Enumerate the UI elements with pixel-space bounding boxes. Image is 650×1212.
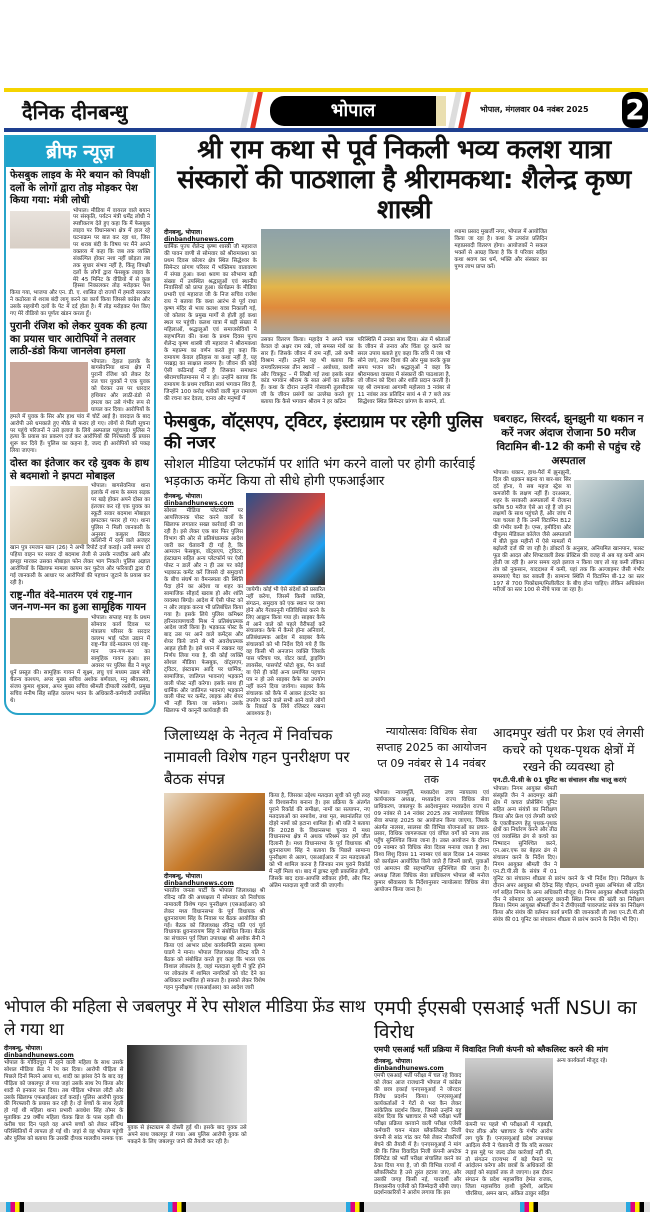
voterlist-headline: जिलाध्यक्ष के नेतृत्व में निर्वाचक नामावली विशेष गहन पुनरीक्षण पर बैठक संपन्न [164,726,350,788]
story-body-continued: अन्य कार्यकर्ता मौजूद रहे। [556,1058,608,1064]
lead-col1 [164,229,257,408]
victim-illustration-photo [127,1045,246,1123]
snatching-illustration [10,486,88,544]
registration-mark [520,1202,538,1212]
rape-col1 [4,1045,123,1146]
story-body: भोपाल। बागसेवनिया थाना इलाके में शाम के समय सड़क पर खड़े होकर अपने दोस्त का इंतजार कर रहे एक युवक का स्कूटी सवार बदमाश मोबाइल झपटकर फरार हो गए। थाना पुलिस ने मिली जानकारी के अनुसार कबूतर खिरार कॉलोनी में रहने वाले अजहर खान पुत्र रमजान खान (26) ने अभी रिपोर्ट दर्ज कराई। उसी समय दो पहिया वाहन पर सवार दो बदमाश तेजी से उसके नजदीक आये और झपट्टा मारकर उसका मोबाइल फोन लेकर भाग निकले। पुलिस अज्ञात आरोपियों के खिलाफ मामला कायम कर फुटेज और फरियादी द्वारा दी गई जानकारी के आधार पर आरोपियों की पहचान जुटाने के प्रयास कर रही है। [10,483,150,586]
dateline: दीनबन्धु, भोपाल। [164,493,203,500]
dateline: दीनबन्धु, भोपाल। [164,229,203,236]
legal-headline: न्यायोत्सवः विधिक सेवा सप्ताह 2025 का आयोजन प्त 09 नवंबर से 14 नवंबर तक [376,725,487,786]
story-body-continued: उसका वितरण किया। महादेव ने अपने पास केवल दो अक्षर राम रखे, जो समस्त मंत्रों का सार हैं। जिसके जीवन में राम नहीं, उसे कभी विश्राम नहीं। उन्होंने यह भी बताया कि रामचरितमानस तीन स्थानों – अयोध्या, काशी और चित्रकूट – में लिखी गई तथा इसके सात कांड भगवान श्रीराम के सात अंगों का प्रतीक हैं। कथा के दौरान उन्होंने गोस्वामी तुलसीदास जी के जीवन प्रसंगों का उल्लेख करते हुए बताया कि कैसे भगवान श्रीराम ने हर कठिन [260,337,354,406]
registration-mark [6,1202,24,1212]
story-body: भोपाल। मीडिया में वायरल वाले बयान पर संस्कृति, पर्यटन मंत्री धर्मेंद्र लोधी ने स्पष्टीकरण देते हुए कहा कि मैं फेसबुक लाइव पर विधानसभा क्षेत्र में हाल रहे घटनाक्रम पर बात कर रहा था, जिस पर शराब बंदी के विषय पर मैंने अपने वक्तव्य में कहा कि जब तक व्यक्ति संकल्पित होकर नशा नहीं छोड़ता तब तक सुधार संभव नहीं है, किंतु विपक्षी दलों के लोगों द्वारा फेसबुक लाइव के मेरे 45 मिनिट के वीडियो में से कुछ हिस्सा निकालकर तोड़ मरोड़कर पेश किया गया, भाजपा और एन. डी. ए. शासित दो राज्यों में हमारी सरकार ने कठोरता से शराब बंदी लागू करने का कार्य किया जिससे कांग्रेस और उसके सहयोगी दलों के पेट में दर्द होता है। मैं तोड़ मरोड़कर पेश किए गए मेरे वीडियो का पूर्णतः खंडन करता हूँ। [10,207,150,318]
page-grid [4,135,650,1198]
lead-headline: श्री राम कथा से पूर्व निकली भव्य कलश यात्रा संस्कारों की पाठशाला है श्रीरामकथा: शैलेन्द्र कृष्ण शास्त्री [177,135,631,225]
hospital-photo [574,480,644,538]
nsui-headline: एमपी ईएसबी एसआई भर्ती NSUI का विरोध [374,997,637,1043]
story-headline: फेसबुक लाइव के मेरे बयान को विपक्षी दलों के लोगों द्वारा तोड़ मोड़कर पेश किया गया: मंत्री लोधी [10,170,150,206]
social-subheadline: सोशल मीडिया प्लेटफॉर्म पर शांति भंग करने वालो पर होगी कार्रवाई भड़काऊ कमेंट किया तो सीधे होगी एफआईआर [164,457,476,489]
story-body-continued [328,493,407,720]
website-link[interactable]: dinbandhunews.com [374,1065,444,1072]
injured-victim-photo [10,362,88,412]
landfill-inspection-photo [560,794,644,868]
rape-col2 [127,1045,246,1146]
brief-story [10,590,150,705]
rape-headline: भोपाल की महिला से जबलपुर में रेप सोशल मीडिया फ्रेंड साथ ले गया था [4,997,366,1040]
rape-columns [4,1045,370,1146]
dateline: दीनबन्धु, भोपाल। [374,1058,413,1065]
story-body: भोपाल के गोविंदपुरा में रहने वाली महिला के साथ उसके सोशल मीडिया फ्रेंड ने रेप कर दिया। आरोपी पीड़िता से पिछले दिनों मिलने आया था, शादी का झांसा देने के बाद वह पीड़िता को जबलपुर ले गया जहां उसके साथ रेप किया और शादी से इनकार कर दिया। तब पीड़िता भोपाल लौटी और उसके खिलाफ एफआईआर दर्ज कराई। पुलिस आरोपी युवक की गिरफ्तारी के प्रयास कर रही है। दो बच्चों के साथ रहती हो गई थी महिला थाना प्रभारी अवधेश सिंह तोमर के मुताबिक 29 वर्षीय महिला चेतक ब्रिज के पास रहती थी। करीब चार दिन पहले वह अपने बच्चों को लेकर संदिग्ध परिस्थितियों में लापता हो गई थी। जहां से वह भोपाल पहुंची और पुलिस को बताया कि उसकी दीपक मालवीय नामक एक [4,1060,124,1142]
story-body: भोपाल। निगम आयुक्त श्रीमती संस्कृति जैन ने आदमपुर खंती क्षेत्र में कचरा प्रोसेसिंग यूनिट सहित अन्य संयंत्रों का निरीक्षण किया और फ्रेश एवं लेगसी कचरे के एकत्रीकरण हेतु पृथक-पृथक क्षेत्रों का निर्धारण करने और तीव्र एवं व्यवस्थित ढंग से कचरे का निष्पादन सुनिश्चित करने, एन.आर.एफ का बेहतर ढंग से संचालन करने के निर्देश दिए। निगम आयुक्त श्रीमती जैन ने एन.टी.पी.सी के संयंत्र में 01 यूनिट का संचालन शीघ्रता से प्रारंभ करने के भी निर्देश दिए। निरीक्षण के दौरान अपर आयुक्त श्री देवेन्द्र सिंह चौहान, प्रभारी मुख्य अभियंता श्री उदित गर्ग सहित निगम के अन्य अधिकारी मौजूद थे। निगम आयुक्त श्रीमती संस्कृति जैन ने सोमवार को आदमपुर छावनी स्थित निगम की खंती का निरीक्षण किया। निगम आयुक्त श्रीमती जैन ने टीपीएसडी पावरप्लांट संयंत्र का निरीक्षण किया और संयंत्र की वर्तमान कार्य प्रगति की जानकारी ली तथा एन.टी.पी.सी संयंत्र की 01 यूनिट का संचालन शीघ्रता से प्रारंभ कराने के निर्देश भी दिए। [493,786,644,924]
social-col1 [164,493,243,720]
registration-mark [626,1202,644,1212]
story-body-continued: जायेगी। कोई भी ऐसे संदेशों को प्रसारित नहीं करेगा, जिसमें किसी व्यक्ति, संगठन, समुदाय को एक स्थान पर जमा होने और गैरकानूनी गतिविधियां करने के लिए आह्वान किया गया हो। साइबर कैफे में आने वाले को पहले वैरीफाई करें संचालक। कैफे में कैमरे होना अनिवार्य, प्रतिबंधात्मक आदेश में साइबर कैफे संचालकों को भी निर्देश दिये गये हैं कि वह किसी भी अनजान व्यक्ति जिसके पास परिचय पत्र, वोटर कार्ड, ड्राइविंग लायसेंस, पासपोर्ट फोटो बुक, पैन कार्ड या ऐसे ही कोई अन्य प्रमाणित पहचान पत्र न हो उसे साइबर कैफे का उपयोग नहीं करने दिया जायेगा। साइबर कैफे संचालक को कैफे में आकर इंटरनेट का उपयोग करने वाले सभी आने वाले लोगों के रिकार्ड के लिये रजिस्टर रखना आवश्यक है। [246,587,325,718]
website-link[interactable]: dinbandhunews.com [164,500,234,507]
story-body: भोपाल। देहात इलाके के बागसेवनिया थाना क्षेत्र में पुरानी रंजिश को लेकर देर रात चार युवकों ने एक युवक को घेरकर उस पर धारदार हथियार और लाठी-डंडो से हमला कर उसे गंभीर रूप से घायल कर दिया। आरोपियों के हमले में युवक के सिर और हाथ पांव में चोटें आई है। वारदात के बाद आरोपी उसे धमकाते हुए मौके से फरार हो गए। लोगों से मिली सूचना पर पहुंचे परिजनों ने उसे इलाज के लिये अस्पताल पहुंचाया। पुलिस ने हत्या के प्रयास का प्रकरण दर्ज कर आरोपियों की गिरफ्तारी के प्रयास शुरू कर दिये हैं। पुलिस का कहना है, जल्द ही आरोपियों को पकड़ लिया जाएगा। [10,358,150,455]
brief-story [10,170,150,318]
story-body: भोपाल। सप्ताह माह के प्रथम सोमवार कार्य दिवस पर मंत्रालय परिसर के सरदार वल्लभ भाई पटेल उद्यान में राष्ट्र-गीत वंदे-मातरम एवं राष्ट्र-गान जन-गण-मन का सामूहिक गायन हुआ। इस अवसर पर पुलिस बैंड ने मधुर धुनें प्रस्तुत की। सामूहिक गायन में सूक्ष्म, लघु एवं मध्यम उद्यम मंत्री चैतन्य काश्यप, अपर मुख्य सचिव अशोक बर्णवाल, मनु श्रीवास्तव, संजय कुमार शुक्ला, अपर मुख्य सचिव श्रीमती दीपाली रस्तोगी, प्रमुख सचिव मनीष सिंह सहित वल्लभ भवन के अधिकारी-कर्मचारी उपस्थित थे। [10,614,150,704]
nsui-col2 [465,1058,552,1198]
dateline: दीनबन्धु, भोपाल। [4,1045,43,1052]
brief-story [10,458,150,587]
section-label: भोपाल [270,96,436,126]
website-link[interactable]: dinbandhunews.com [4,1052,74,1059]
story-body: एमपी एसआई भर्ती परीक्षा में चल रहे विवाद को लेकर आज राजधानी भोपाल में कांग्रेस की छात्र इकाई एनएसयूआई ने जोरदार विरोध प्रदर्शन किया। एनएसयूआई कार्यकर्ताओं ने गेटों से भरा कैन लेकर सांकेतिक प्रदर्शन किया, जिससे उन्होंने यह संदेश दिया कि भ्रष्टाचार से भरी परीक्षा भर्ती परीक्षा प्रक्रिया करवाने वाली परीक्षा एजेंसी कर्मचारी चयन मंडल ब्लैकलिस्टेड निजी कंपनी से सांठ गांठ कर पैसे लेकर नौकरियाँ बेचने की तैयारी में है। एनएसयूआई ने मांग की कि जिस विवादित निजी कंपनी अपटेक लिमिटेड को भर्ती परीक्षा संचालित करने का ठेका दिया गया है, जो की विभिन्न राज्यों में ब्लैकलिस्टेड है उसे तुरंत हटाया जाए, और उसकी जगह किसी नई, पारदर्शी और विश्वसनीय एजेंसी को जिम्मेदारी सौंपी जाए। प्रदर्शनकारियों ने आरोप लगाया कि इस [374,1073,462,1197]
brief-story [10,321,150,455]
story-body: भोपाल। थकान, हाथ-पैरों में झुनझुनी, दिल की धड़कन बढ़ना या बार-बार सिर दर्द होना, ये सब महज स्ट्रेस या कमजोरी के लक्षण नहीं हैं। दरअसल, शहर के सरकारी अस्पतालों में रोजाना करीब 50 मरीज ऐसे आ रहे हैं जो इन लक्षणों के साथ पहुंचते हैं, और जांच में पता चलता है कि उनमें विटामिन B12 की गंभीर कमी है। एम्स, हमीदिया और पीपुल्स मेडिकल कॉलेज जैसे अस्पतालों में बीते कुछ महीनों में ऐसे मामलों में बढ़ोतरी दर्ज की जा रही है। डॉक्टरों के अनुसार, अनियमित खानपान, फास्ट फूड की आदत और शिफ्टवाली डेस्क प्रेक्टिस की वजह से अब यह कमी आम होती जा रही है। अगर समय रहते इलाज न किया जाए तो यह कमी तंत्रिका तंत्र को नुकसान, याददाश्त में कमी, यहां तक कि अल्जाइमर जैसी गंभीर समस्याएं पैदा कर सकती हैं। सामान्य स्थिति में विटामिन बी-12 का स्तर 197 से 700 पिकोग्राम/मिलीलीटर के बीच होना चाहिए। लेकिन अधिकांश मरीजों का स्तर 100 से नीचे पाया जा रहा है। [493,470,644,594]
story-body-continued: श्यामा प्रसाद मुखर्जी नगर, भोपाल में आयोजित किया जा रहा है। कथा के उपरांत प्रतिदिन महाप्रसादी वितरण होगा। आयोजकों ने सकल भक्तों से आग्रह किया है कि वे परिवार सहित कथा श्रवण कर धर्म, भक्ति और संस्कार का पुण्य लाभ प्राप्त करें। [454,229,548,270]
story-headline: पुरानी रंजिश को लेकर युवक की हत्या का प्रयास चार आरोपियों ने तलवार लाठी-डंडो किया जानलेवा हमला [10,321,148,357]
voterlist-story [164,724,370,992]
story-headline: दोस्त का इंतेजार कर रहे युवक के हाथ से बदमाशो ने झपटा मोबाइल [10,458,150,482]
story-body-continued: परिस्थिति में उनका साथ दिया। अंत में श्रोताओं के जीवन से तनाव और चिंता दूर करने का सरल उपाय बताते हुए कहा कि रात्रि में जब भी सोने जाएं, उत्तर दिशा की ओर मुख करके कुछ समय भजन करें। श्रद्धालुओं ने कहा कि श्रीरामकथा वास्तव में संस्कारों की पाठशाला है, जो जीवन को दिशा और शांति प्रदान करती है। यह श्री रामकथा आगामी महोत्सव 3 नवंबर से 11 नवंबर तक प्रतिदिन सायं 4 से 7 बजे तक सिद्धेश्वर स्थित सिमेन्टर प्रांगण के सामने, डॉ. [357,337,451,406]
voterlist-columns [164,793,370,992]
social-col2 [246,493,325,720]
registration-mark [168,1202,186,1212]
lead-under-photo [261,337,451,406]
anthem-event-photo [10,618,88,664]
header-blue-bar [4,128,648,132]
nsui-col1 [374,1058,461,1197]
website-link[interactable]: dinbandhunews.com [164,236,234,243]
bjp-meeting-photo [164,793,265,871]
minister-photo [10,211,70,286]
lead-photo-area [261,229,451,406]
adampur-story [493,724,644,924]
story-body-continued: किया है, जिसका उद्देश्य मतदाता सूची को पूरी तरह से विश्वसनीय बनाना है। इस प्रक्रिया के अंतर्गत पुराने रिकॉर्ड की समीक्षा, नामों का सत्यापन, नए मतदाताओं का समावेश, तथा मृत, स्थानांतरित एवं दोहरे नामों को हटाना शामिल है। श्री यति ने बताया कि 2028 के विधानसभा चुनाव में मध्य विधानसभा क्षेत्र में अथक परिश्रम कर हमें जीत दिलानी है। मध्य विधानसभा के पूर्व विधायक श्री ध्रुवनारायण सिंह ने बताया कि पिछले सामान्य पुनरीक्षण से अलग, एसआईआर में उन मतदाताओं को भी शामिल करना है जिनका नाम पुराने रिकॉर्ड में नहीं मिला था। बाद में ड्राफ्ट सूची प्रकाशित होगी, जिसके बाद दावा-आपत्ति स्वीकार होंगी, और फिर अंतिम मतदाता सूची जारी की जाएगी। [269,793,370,889]
print-registration-strip [0,1202,650,1212]
nsui-columns [374,1058,644,1198]
social-columns [164,493,489,720]
social-media-icons-photo [246,493,325,585]
rape-story [4,996,370,1146]
lead-story [164,229,644,408]
issue-date: भोपाल, मंगलवार 04 नवंबर 2025 [480,105,589,114]
website-link[interactable]: dinbandhunews.com [164,880,234,887]
nsui-story [374,996,644,1198]
story-headline: राष्ट्र-गीत वंदे-मातरम एवं राष्ट्र-गान जन-गण-मन का हुआ सामूहिक गायन [10,589,146,614]
page-number: 2 [622,92,648,128]
legal-story [374,724,489,894]
masthead [4,92,648,128]
voterlist-col1 [164,793,265,992]
brief-news-title: ब्रीफ न्यूज़ [6,137,154,167]
brief-news-column [4,135,156,715]
social-story [164,412,489,720]
social-headline: फेसबुक, वॉट्सएप, ट्विटर, इंस्टाग्राम पर रहेगी पुलिस की नजर [164,412,483,453]
kalash-yatra-photo [261,229,451,334]
story-body-continued: कंपनी पर पहले भी परीक्षाओं में गड़बड़ी, पेपर लीक और भ्रष्टाचार के गंभीर आरोप लग चुके हैं। एनएसयूआई प्रदेश उपाध्यक्ष आदित्य सैनी ने चेतावनी दी कि यदि सरकार ने इस मुद्दे पर जल्द ठोस कार्रवाई नहीं की, तो संगठन राज्यभर में बड़े पैमाने पर आंदोलन करेगा और छात्रों के अधिकारों की लड़ाई को सड़कों तक ले जाएगा। इस दौरान संगठन के प्रदेश महासचिव हेमंत राजक, जिला महासचिव हाशी कुरैशी, आदित्य चौरसिया, अमन खान, अंकित ठाकुर सहित [465,1122,553,1198]
health-story [493,412,644,594]
story-body-continued: युवक से इंस्टाग्राम से दोस्ती हुई थी। इसके बाद युवक उसे अपने साथ जबलपुर ले गया। अब पुलिस आरोपी युवक को पकड़ने के लिए जबलपुर जाने की तैयारी कर रही है। [127,1125,247,1145]
story-body: सोशल मीडिया प्लेटफॉर्म पर आपत्तिजनक पोस्ट करने वालों के खिलाफ लगातार सख्त कार्रवाई की जा रही है। इसे लेकर एक बार फिर पुलिस विभाग की ओर से प्रतिबंधात्मक आदेश जारी कर चेतावनी दी गई है, कि आमजन फेसबुक, वॉट्सएप, ट्विटर, इंस्टाग्राम सहित अन्य प्लेटफॉर्म पर ऐसी पोस्ट न डालें और न ही उस पर कोई भड़काऊ कमेंट करें जिससे दो समुदायों के बीच संघर्ष या वैमनस्यता की स्थिति पैदा होने का अंदेशा या शहर का सामाजिक सौहार्द खराब हो और शांति व्यवस्था बिगड़े। आदेश में ऐसी पोस्ट को न और लाइक करना भी प्रतिबंधित किया गया है। इसके लिये पुलिस कमिश्नर हरिनारायणचारी मिश्र ने प्रतिबंधात्मक आदेश जारी किया है। भड़काऊ पोस्ट के बाद उस पर आने वाले कमेंट्स और शेयर किये जाने से भी अवरोधात्मक आहत होती है। इसे ध्यान में रखकर यह निर्णय लिया गया है, की कोई व्यक्ति सोशल मीडिया फेसबुक, वॉट्सएप, ट्विटर, इंस्टाग्राम आदि पर धार्मिक, सामाजिक, जातिगत भावनाएं भड़काने वाली पोस्ट नहीं करेगा। इसके साथ ही धार्मिक और जातिगत भावनाएं भड़काने वाली पोस्ट पर कमेंट, लाइक और शेयर भी नहीं किया जा सकेगा। उसके खिलाफ भी कानूनी कार्यवाही की [164,508,243,715]
dateline: दीनबन्धु, भोपाल। [164,873,203,880]
nsui-protest-photo [465,1058,552,1120]
adampur-headline: आदमपुर खंती पर फ्रेश एवं लेगसी कचरे को पृथक-पृथक क्षेत्रों में रखने की व्यवस्था हो [493,725,644,774]
story-body: धार्मिक पूज्य शैलेन्द्र कृष्ण शास्त्री जी महाराज की पावन वाणी से सोमवार को श्रीरामकथा का प्रथम दिवस कोलार क्षेत्र स्थित सिद्धेश्वर के सिमेन्टर प्रांगण परिसर में भक्तिमय वातावरण में संपन्न हुआ। कथा श्रवण का सौभाग्य बड़ी संख्या में उपस्थित श्रद्धालुओं एवं स्थानीय निवासियों को प्राप्त हुआ। कार्यक्रम के मीडिया प्रभारी एवं महाराज जी के निज सचिव राजेश राय ने बताया कि कथा आरंभ से पूर्व राधा कृष्ण मंदिर से भव्य कलश यात्रा निकाली गई, जो कोलार के प्रमुख मार्गों से होती हुई कथा स्थल पर पहुंची। कलश यात्रा में बड़ी संख्या में महिलाओं, श्रद्धालुओं एवं समाजसेवियों ने सहभागिता की। कथा के प्रथम दिवस पूज्य शैलेन्द्र कृष्ण शास्त्री जी महाराज ने श्रीरामकथा के महात्म्य का वर्णन करते हुए कहा कि रामायण केवल इतिहास या कथा नहीं है, यह परब्रह्म का साक्षात स्वरूप है। जीवन की कोई ऐसी कठिनाई नहीं है जिसका समाधान श्रीरामचरितमानस में न हो। उन्होंने बताया कि रामायण के प्रथम रचयिता स्वयं भगवान शिव हैं, जिन्होंने 100 करोड़ श्लोकों वाली मूल रामायण की रचना कर देवता, दानव और मनुष्यों में [164,244,257,402]
adampur-subheadline: एन.टी.पी.सी के 01 यूनिट का संचालन शीघ्र चालू कराएं [493,776,627,784]
story-body: भारतीय जनता पार्टी के भोपाल जिलाध्यक्ष श्री रविन्द्र यति की अध्यक्षता में सोमवार को निर्वाचक नामावली विशेष गहन पुनरीक्षण (एसआईआर) को लेकर मध्य विधानसभा के पूर्व विधायक श्री ध्रुवनारायण सिंह के निवास पर बैठक आयोजित की गई। बैठक को जिलाध्यक्ष रविन्द्र यति एवं पूर्व विधायक ध्रुवनारायण सिंह ने संबोधित किया। बैठक का संचालन पूर्व जिला उपाध्यक्ष श्री अशोक सैनी ने किया एवं आभार प्रदेश कार्यसमिति सदस्य कृष्णा घाडगे ने माना। भोपाल जिलाध्यक्ष रविन्द्र यति ने बैठक को संबोधित करते हुए कहा कि भारत एक विशाल लोकतंत्र है, जहां मतदाता सूची में त्रुटि होने पर लोकतंत्र में शामिल नागरिकों को वोट देने का अधिकार प्रभावित हो सकता है। इसको लेकर विशेष गहन पुनरीक्षण (एसआईआर) का आदेश जारी [164,888,265,991]
health-headline: घबराहट, सिरदर्द, झुनझुनी या थकान न करें नजर अंदाज रोजाना 50 मरीज विटामिन बी-12 की कमी से पहुंच रहे अस्पताल [493,413,644,467]
newspaper-name: दैनिक दीनबन्धु [22,100,128,124]
registration-mark [346,1202,364,1212]
nsui-subheadline: एमपी एसआई भर्ती प्रक्रिया में विवादित निजी कंपनी को ब्लैकलिस्ट करने की मांग [374,1045,608,1054]
story-body: भोपाल। न्यायमूर्ति, मध्यप्रदेश उच्च न्यायालय एवं कार्यपालक अध्यक्ष, मध्यप्रदेश राज्य विधिक सेवा प्राधिकरण, जबलपुर के आदेशानुसार मध्यप्रदेश राज्य में 09 नवंबर से 14 नवंबर 2025 तक न्यायोत्सवः विधिक सेवा सप्ताह 2025 का आयोजन किया जाएगा, जिसके अंतर्गत नालसा, सालसा की विभिन्न योजनाओं का प्रचार-प्रसार, विधिक जागरूकता एवं वंचित वर्गों को न्याय तक पहुँच सुनिश्चित किया जाना है। उक्त आयोजन के दौरान 09 नवम्बर को विधिक सेवा दिवस मनाया जाता है तथा विश्व शिशु दिवस 11 नवम्बर एवं बाल दिवस 14 नवम्बर को कार्यक्रम आयोजित किये जाते हैं जिनमें छात्रों, युवाओं एवं आमजन की सहभागिता सुनिश्चित की जाना है। अध्यक्ष जिला विधिक सेवा प्राधिकरण भोपाल श्री मनोज कुमार श्रीवास्तव के निर्देशानुसार न्यायोत्सवः विधिक सेवा आयोजन किया जाना है। [374,790,489,893]
